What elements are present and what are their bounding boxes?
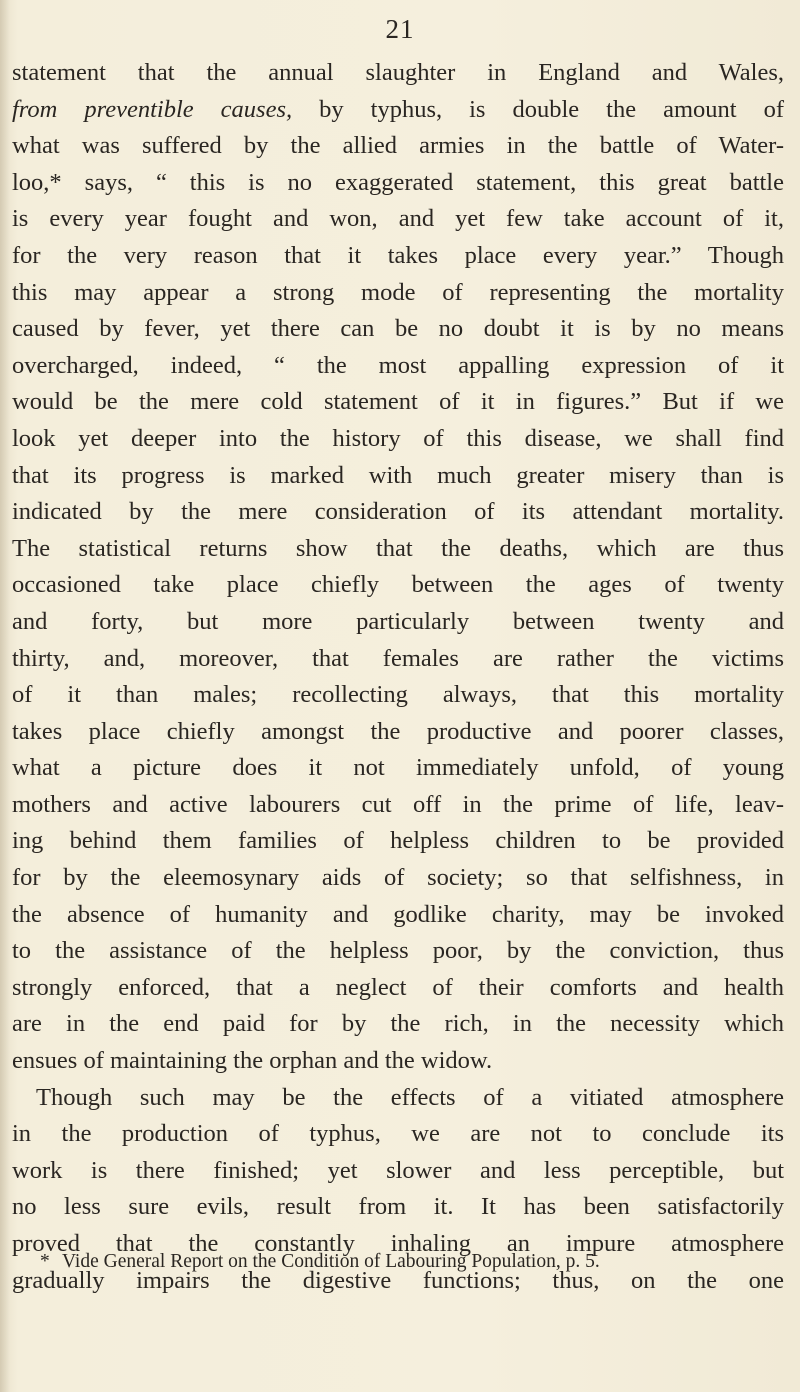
- page-edge-shadow: [0, 0, 10, 1392]
- text-line: The statistical returns show that the deaths, which are thus: [12, 534, 784, 562]
- text-line: takes place chiefly amongst the productive and poorer classes,: [12, 717, 784, 745]
- text-line: look yet deeper into the history of this disease, we shall find: [12, 424, 784, 452]
- text-line: thirty, and, moreover, that females are rather the victims: [12, 644, 784, 672]
- text-line: this may appear a strong mode of representing the mortality: [12, 278, 784, 306]
- italic-phrase: from preventible causes,: [12, 95, 293, 123]
- text-line: of it than males; recollecting always, that this mortality: [12, 681, 784, 709]
- text-line: from preventible causes, by typhus, is double the amount of: [12, 95, 784, 123]
- text-line: caused by fever, yet there can be no doubt it is by no means: [12, 315, 784, 343]
- text-line: ing behind them families of helpless children to be provided: [12, 827, 784, 855]
- text-line: ensues of maintaining the orphan and the widow.: [12, 1047, 493, 1075]
- text-line: are in the end paid for by the rich, in the necessity which: [12, 1010, 784, 1038]
- text-line: what a picture does it not immediately unfold, of young: [12, 754, 784, 782]
- text-line: work is there finished; yet slower and less perceptible, but: [12, 1156, 784, 1184]
- body-text: [12, 55, 784, 1299]
- text-line: and forty, but more particularly between twenty and: [12, 607, 784, 635]
- text-line: statement that the annual slaughter in England and Wales,: [12, 59, 784, 86]
- text-line: mothers and active labourers cut off in the prime of life, leav-: [12, 790, 784, 818]
- text-line: to the assistance of the helpless poor, by the conviction, thus: [12, 937, 784, 965]
- text-line: Though such may be the effects of a vitiated atmosphere: [36, 1083, 784, 1111]
- footnote-mark: *: [40, 1251, 50, 1272]
- footnote-text: Vide General Report on the Condition of Labouring Population, p. 5.: [62, 1251, 600, 1272]
- text-line: overcharged, indeed, “ the most appalling expression of it: [12, 351, 784, 379]
- text-line: is every year fought and won, and yet few take account of it,: [12, 205, 784, 233]
- page-number: 21: [385, 14, 415, 44]
- text-line: the absence of humanity and godlike charity, may be invoked: [12, 900, 784, 928]
- text-line: indicated by the mere consideration of its attendant mortality.: [12, 498, 784, 526]
- text-line: for the very reason that it takes place every year.” Though: [12, 241, 784, 269]
- text-line: occasioned take place chiefly between the ages of twenty: [12, 571, 784, 599]
- text-line: proved that the constantly inhaling an impure atmosphere: [12, 1230, 784, 1257]
- text-line: that its progress is marked with much greater misery than is: [12, 461, 784, 489]
- text-line: strongly enforced, that a neglect of their comforts and health: [12, 973, 784, 1001]
- text-line: in the production of typhus, we are not to conclude its: [12, 1120, 784, 1148]
- text-line: gradually impairs the digestive functions; thus, on the one: [12, 1266, 784, 1294]
- text-line: loo,* says, “ this is no exaggerated statement, this great battle: [12, 168, 784, 196]
- text-line: for by the eleemosynary aids of society; so that selfishness, in: [12, 864, 784, 892]
- text-line: no less sure evils, result from it. It has been satisfactorily: [12, 1193, 784, 1221]
- text-line: would be the mere cold statement of it in figures.” But if we: [12, 388, 784, 416]
- footnote: [40, 1248, 780, 1276]
- text-line: what was suffered by the allied armies in the battle of Water-: [12, 132, 784, 160]
